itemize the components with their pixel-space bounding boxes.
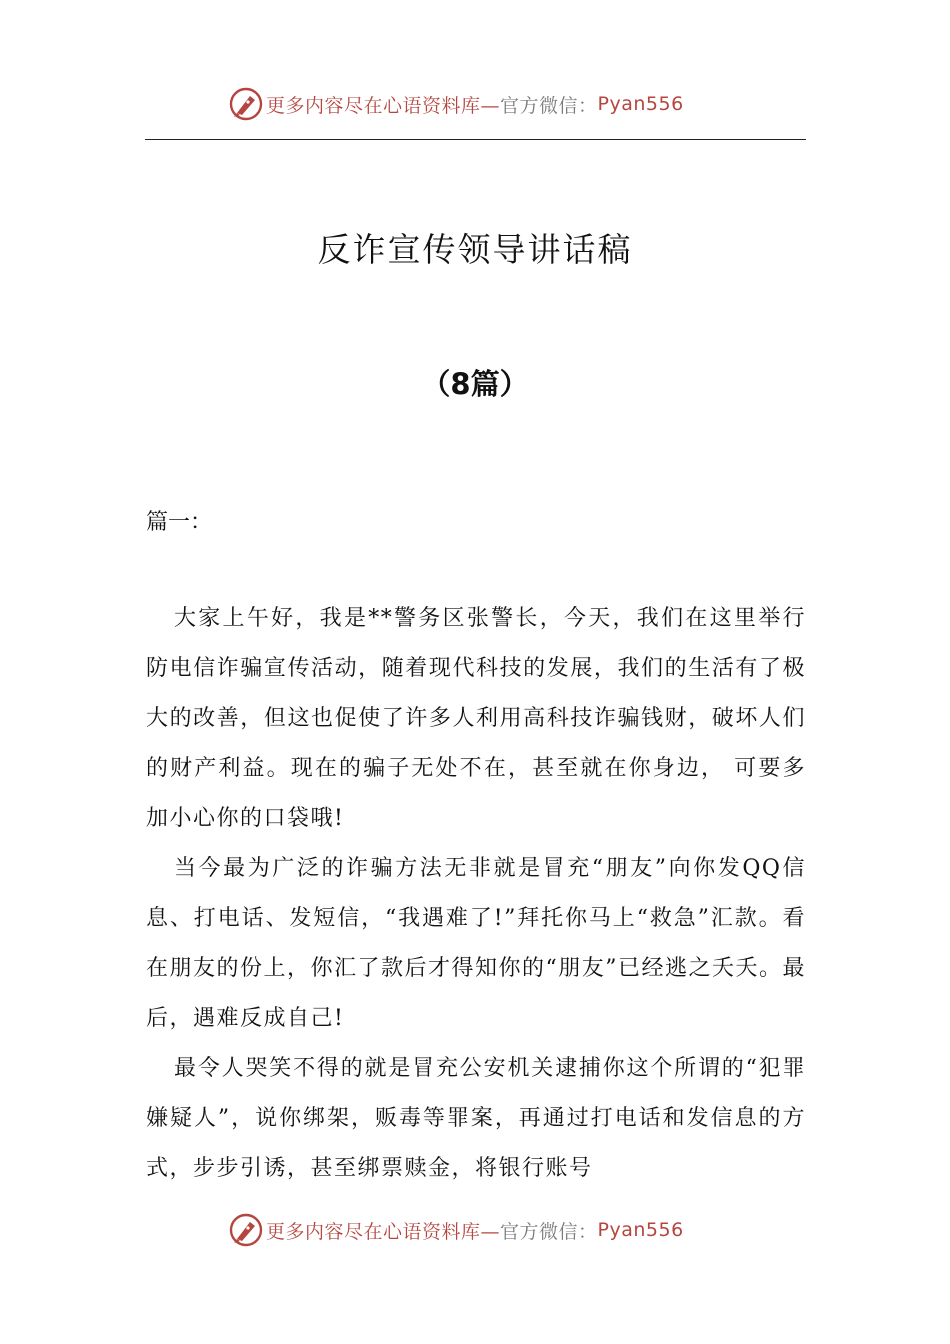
watermark-wechat-id: Pyan556 [597, 1219, 684, 1241]
document-title: 反诈宣传领导讲话稿 [317, 230, 633, 269]
watermark-wechat-label: 官方微信： [500, 94, 598, 117]
watermark-wechat-label: 官方微信： [500, 1220, 598, 1243]
header-watermark [0, 84, 950, 124]
section-label: 篇一： [146, 510, 213, 535]
body-text [146, 594, 806, 1194]
footer-watermark [0, 1210, 950, 1250]
pen-nib-logo-icon [228, 1212, 264, 1248]
watermark-wechat-id: Pyan556 [597, 93, 684, 115]
paragraph: 大家上午好，我是**警务区张警长，今天，我们在这里举行防电信诈骗宣传活动，随着现代科技的发展，我们的生活有了极大的改善，但这也促使了许多人利用高科技诈骗钱财，破坏人们的财产利益。现在的骗子无处不在，甚至就在你身边， 可要多加小心你的口袋哦! [146, 606, 806, 831]
paragraph: 最令人哭笑不得的就是冒充公安机关逮捕你这个所谓的“犯罪嫌疑人”，说你绑架，贩毒等罪案，再通过打电话和发信息的方式，步步引诱，甚至绑票赎金，将银行账号 [146, 1056, 806, 1181]
watermark-text: 更多内容尽在心语资料库— [266, 1220, 501, 1243]
document-subtitle: （8篇） [421, 367, 529, 401]
watermark-text: 更多内容尽在心语资料库— [266, 94, 501, 117]
pen-nib-logo-icon [228, 86, 264, 122]
header-divider [145, 139, 806, 140]
paragraph: 当今最为广泛的诈骗方法无非就是冒充“朋友”向你发QQ信息、打电话、发短信，“我遇难了!”拜托你马上“救急”汇款。看在朋友的份上，你汇了款后才得知你的“朋友”已经逃之夭夭。最后，遇难反成自己! [146, 856, 806, 1031]
